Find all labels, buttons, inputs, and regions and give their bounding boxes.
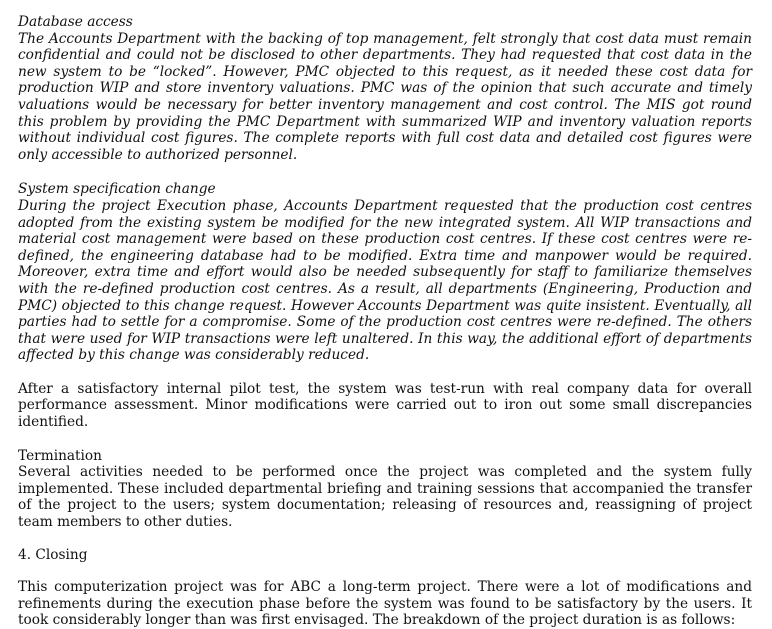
section-system-specification-change [18,181,752,364]
section-heading-system-specification-change: System specification change [18,181,216,198]
section-spacer [18,531,752,547]
section-closing-heading [18,547,752,564]
section-heading-closing: 4. Closing [18,546,88,563]
document-page [18,14,752,629]
section-database-access [18,14,752,163]
paragraph-system-specification-change: During the project Execution phase, Accounts Department requested that the production cost centres adopted from the existing system be modified for the new integrated system. All WIP transactions and material cost management were based on these production cost centres. If these cost centres were re-defined, the engineering database had to be modified. Extra time and manpower would be required. Moreover, extra time and effort would also be needed subsequently for staff to familiarize themselves with the re-defined production cost centres. As a result, all departments (Engineering, Production and PMC) objected to this change request. However Accounts Department was quite insistent. Eventually, all parties had to settle for a compromise. Some of the production cost centres were re-defined. The others that were used for WIP transactions were left unaltered. In this way, the additional effort of departments affected by this change was considerably reduced. [18,197,752,364]
section-heading-database-access: Database access [18,14,133,30]
section-spacer [18,431,752,448]
section-spacer [18,364,752,381]
section-spacer [18,563,752,579]
section-closing [18,579,752,629]
section-pilot-test [18,381,752,431]
paragraph-termination: Several activities needed to be performed once the project was completed and the system fully implemented. These included departmental briefing and training sessions that accompanied the transfer of the project to the users; system documentation; releasing of resources and, reassigning of project team members to other duties. [18,464,752,531]
paragraph-closing: This computerization project was for ABC a long-term project. There were a lot of modifications and refinements during the execution phase before the system was found to be satisfactory by the users. It took considerably longer than was first envisaged. The breakdown of the project duration is as follows: [18,579,752,629]
section-spacer [18,163,752,181]
paragraph-pilot-test: After a satisfactory internal pilot test, the system was test-run with real company data for overall performance assessment. Minor modifications were carried out to iron out some small discrepancies identified. [18,380,752,431]
section-heading-termination: Termination [18,447,102,464]
section-termination [18,448,752,531]
paragraph-database-access: The Accounts Department with the backing of top management, felt strongly that cost data must remain confidential and could not be disclosed to other departments. They had requested that cost data in the new system to be “locked”. However, PMC objected to this request, as it needed these cost data for production WIP and store inventory valuations. PMC was of the opinion that such accurate and timely valuations would be necessary for better inventory management and cost control. The MIS got round this problem by providing the PMC Department with summarized WIP and inventory valuation reports without individual cost figures. The complete reports with full cost data and detailed cost figures were only accessible to authorized personnel. [18,30,752,163]
